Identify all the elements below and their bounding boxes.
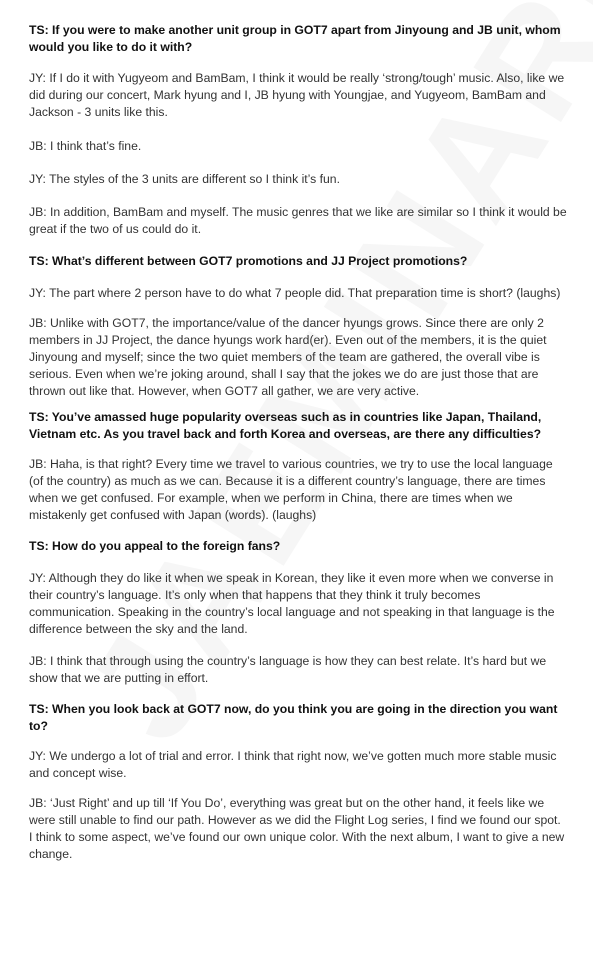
answer-jb-language: JB: Haha, is that right? Every time we travel to various countries, we try to use the local language (of the country) as much as we can. Because it is a different country’s language, there are times when we get confused. For example, when we perform in China, there are times when we mistakenly get confused with Japan (words). (laughs) <box>29 457 553 522</box>
answer-jb-fine: JB: I think that’s fine. <box>29 139 142 153</box>
question-promotions: TS: What’s different between GOT7 promotions and JJ Project promotions? <box>29 254 468 268</box>
answer-jy-styles: JY: The styles of the 3 units are different so I think it’s fun. <box>29 172 340 186</box>
question-unit-group: TS: If you were to make another unit group in GOT7 apart from Jinyoung and JB unit, whom would you like to do it with? <box>29 23 561 54</box>
answer-jy-trial-error: JY: We undergo a lot of trial and error. I think that right now, we’ve gotten much more stable music and concept wise. <box>29 749 557 780</box>
answer-jy-preparation: JY: The part where 2 person have to do what 7 people did. That preparation time is short? (laughs) <box>29 286 561 300</box>
answer-jy-communication: JY: Although they do like it when we speak in Korean, they like it even more when we converse in their country’s language. It’s only when that happens that they think it truly becomes communication. Speaking in the country’s local language and not speaking in that language is the difference between the sky and the land. <box>29 571 555 636</box>
question-direction: TS: When you look back at GOT7 now, do you think you are going in the direction you want to? <box>29 702 558 733</box>
answer-jb-flight-log: JB: ‘Just Right’ and up till ‘If You Do’, everything was great but on the other hand, it feels like we were still unable to find our path. However as we did the Flight Log series, I find we found our spot. I think to some aspect, we’ve found our own unique color. With the next album, I want to give a new change. <box>29 796 565 861</box>
question-overseas: TS: You’ve amassed huge popularity overseas such as in countries like Japan, Thailand, Vietnam etc. As you travel back and forth Korea and overseas, are there any difficulties? <box>29 410 542 441</box>
answer-jb-effort: JB: I think that through using the country’s language is how they can best relate. It’s hard but we show that we are putting in effort. <box>29 654 547 685</box>
question-foreign-fans: TS: How do you appeal to the foreign fans? <box>29 539 281 553</box>
answer-jb-bambam: JB: In addition, BamBam and myself. The music genres that we like are similar so I think it would be great if the two of us could do it. <box>29 205 567 236</box>
answer-jy-units: JY: If I do it with Yugyeom and BamBam, I think it would be really ‘strong/tough’ music. Also, like we did during our concert, Mark hyung and I, JB hyung with Youngjae, and Yugyeom, BamBam and Jackson - 3 units like this. <box>29 71 565 119</box>
answer-jb-dancers: JB: Unlike with GOT7, the importance/value of the dancer hyungs grows. Since there are only 2 members in JJ Project, the dance hyungs work hard(er). Even out of the members, it is the quiet Jinyoung and myself; since the two quiet members of the team are gathered, the overall vibe is serious. Even when we’re joking around, shall I say that the jokes we do are just those that are thrown out like that. However, when GOT7 all gather, we are very active. <box>29 316 547 398</box>
